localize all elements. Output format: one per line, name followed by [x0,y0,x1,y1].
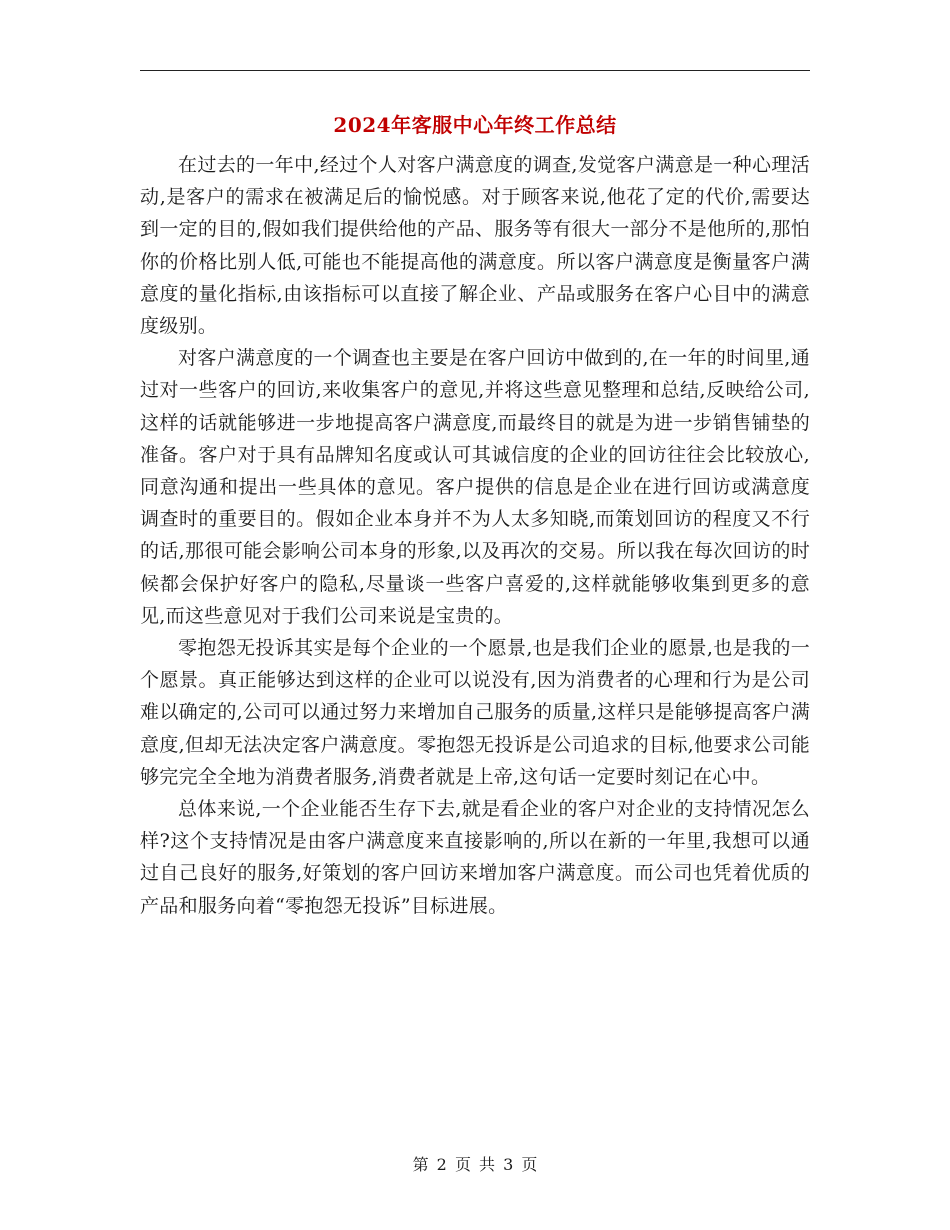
paragraph-1: 在过去的一年中,经过个人对客户满意度的调查,发觉客户满意是一种心理活动,是客户的需求在被满足后的愉悦感。对于顾客来说,他花了定的代价,需要达到一定的目的,假如我们提供给他的产品、服务等有很大一部分不是他所的,那怕你的价格比别人低,可能也不能提高他的满意度。所以客户满意度是衡量客户满意度的量化指标,由该指标可以直接了解企业、产品或服务在客户心目中的满意度级别。 [140,154,810,338]
paragraph-3: 零抱怨无投诉其实是每个企业的一个愿景,也是我们企业的愿景,也是我的一个愿景。真正能够达到这样的企业可以说没有,因为消费者的心理和行为是公司难以确定的,公司可以通过努力来增加自己服务的质量,这样只是能够提高客户满意度,但却无法决定客户满意度。零抱怨无投诉是公司追求的目标,他要求公司能够完完全全地为消费者服务,消费者就是上帝,这句话一定要时刻记在心中。 [140,637,810,788]
document-body [140,149,810,922]
paragraph-2: 对客户满意度的一个调查也主要是在客户回访中做到的,在一年的时间里,通过对一些客户的回访,来收集客户的意见,并将这些意见整理和总结,反映给公司,这样的话就能够进一步地提高客户满意度,而最终目的就是为进一步销售铺垫的准备。客户对于具有品牌知名度或认可其诚信度的企业的回访往往会比较放心,同意沟通和提出一些具体的意见。客户提供的信息是企业在进行回访或满意度调查时的重要目的。假如企业本身并不为人太多知晓,而策划回访的程度又不行的话,那很可能会影响公司本身的形象,以及再次的交易。所以我在每次回访的时候都会保护好客户的隐私,尽量谈一些客户喜爱的,这样就能够收集到更多的意见,而这些意见对于我们公司来说是宝贵的。 [140,347,810,627]
page-number-footer: 第 2 页 共 3 页 [412,1155,538,1174]
header-rule [140,70,810,71]
document-title: 2024年客服中心年终工作总结 [333,113,617,137]
paragraph-4: 总体来说,一个企业能否生存下去,就是看企业的客户对企业的支持情况怎么样?这个支持情况是由客户满意度来直接影响的,所以在新的一年里,我想可以通过自己良好的服务,好策划的客户回访来增加客户满意度。而公司也凭着优质的产品和服务向着“零抱怨无投诉”目标进展。 [140,798,810,917]
